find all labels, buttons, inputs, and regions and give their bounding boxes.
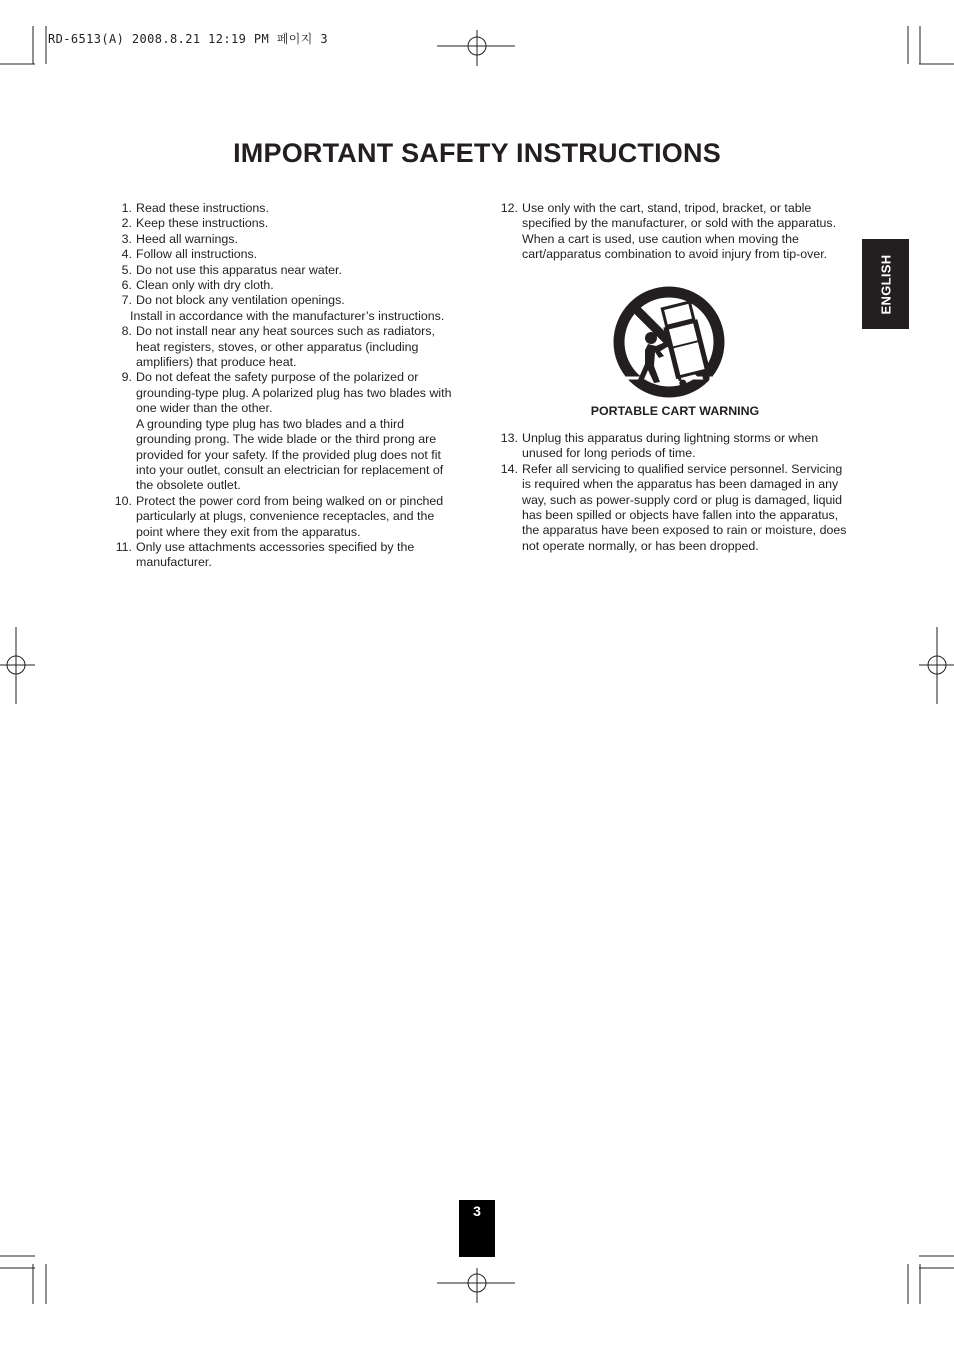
- instruction-list: [500, 431, 850, 554]
- item-text: Do not defeat the safety purpose of the polarized or grounding-type plug. A polarized plug has two blades with one wider than the other.: [136, 370, 452, 416]
- list-item: [114, 494, 462, 540]
- list-item: [114, 540, 462, 571]
- list-item: [114, 293, 462, 308]
- item-number: 1.: [121, 201, 132, 215]
- item-text: Keep these instructions.: [136, 216, 269, 231]
- item-text: Refer all servicing to qualified service personnel. Servicing is required when the apparatus has been damaged in any way, such as power-supply cord or plug is damaged, liquid has been spilled or objects have fallen into the apparatus, the apparatus have been exposed to rain or moisture, does not operate normally, or has been dropped.: [522, 461, 847, 553]
- item-text: Unplug this apparatus during lightning storms or when unused for long periods of time.: [522, 431, 819, 461]
- item-number: 12.: [500, 201, 518, 215]
- item-text: Heed all warnings.: [136, 231, 238, 246]
- item-text: Read these instructions.: [136, 201, 269, 215]
- page-number: 3: [473, 1203, 481, 1219]
- instruction-list: [500, 201, 850, 263]
- item-text: Clean only with dry cloth.: [136, 278, 274, 293]
- page-number-box: [459, 1200, 495, 1257]
- list-item: [500, 462, 850, 554]
- cart-warning-caption: PORTABLE CART WARNING: [590, 404, 760, 418]
- item-text: Use only with the cart, stand, tripod, bracket, or table specified by the manufacturer, or sold with the apparatus.: [522, 201, 837, 231]
- list-item: [114, 201, 462, 216]
- language-tab: [862, 239, 909, 329]
- item-number: 7.: [121, 293, 132, 308]
- item-text: Protect the power cord from being walked on or pinched particularly at plugs, convenience receptacles, and the point where they exit from the apparatus.: [136, 493, 444, 539]
- right-column-bottom: [500, 431, 850, 554]
- list-item: [114, 216, 462, 231]
- list-item: [114, 324, 462, 370]
- right-column-top: [500, 201, 850, 263]
- item-text: Follow all instructions.: [136, 247, 258, 262]
- list-item: [500, 431, 850, 462]
- instruction-list: [114, 201, 462, 309]
- language-tab-label: ENGLISH: [878, 254, 894, 314]
- list-item: [114, 263, 462, 278]
- item-number: 10.: [114, 493, 132, 508]
- list-item: [500, 201, 850, 263]
- portable-cart-warning-icon: [612, 286, 726, 398]
- list-item: [114, 232, 462, 247]
- item-number: 14.: [500, 461, 518, 476]
- list-item: [114, 278, 462, 293]
- item-text: When a cart is used, use caution when moving the cart/apparatus combination to avoid injury from tip-over.: [522, 231, 828, 262]
- print-file-info: RD-6513(A) 2008.8.21 12:19 PM 페이지 3: [48, 32, 328, 46]
- item-number: 13.: [500, 431, 518, 445]
- item-text: Do not install near any heat sources such as radiators, heat registers, stoves, or other apparatus (including amplifiers) that produce heat.: [136, 324, 435, 370]
- list-item: [114, 370, 462, 493]
- item-number: 5.: [121, 262, 132, 277]
- item-number: 6.: [121, 278, 132, 293]
- item-number: 8.: [121, 324, 132, 339]
- list-item: [114, 247, 462, 262]
- item-number: 4.: [121, 247, 132, 262]
- install-note: Install in accordance with the manufacturer’s instructions.: [130, 308, 445, 323]
- item-text: Do not block any ventilation openings.: [136, 293, 345, 308]
- left-column: [114, 201, 462, 571]
- item-number: 9.: [121, 370, 132, 385]
- item-number: 3.: [121, 231, 132, 246]
- item-number: 2.: [121, 216, 132, 231]
- item-text: Only use attachments accessories specified by the manufacturer.: [136, 539, 415, 570]
- item-text: Do not use this apparatus near water.: [136, 262, 342, 277]
- item-text: A grounding type plug has two blades and a third grounding prong. The wide blade or the third prong are provided for your safety. If the provided plug does not fit into your outlet, consult an electrician for replacement of the obsolete outlet.: [136, 416, 444, 493]
- item-number: 11.: [115, 539, 132, 554]
- page-title: IMPORTANT SAFETY INSTRUCTIONS: [233, 138, 721, 168]
- instruction-list: [114, 324, 462, 571]
